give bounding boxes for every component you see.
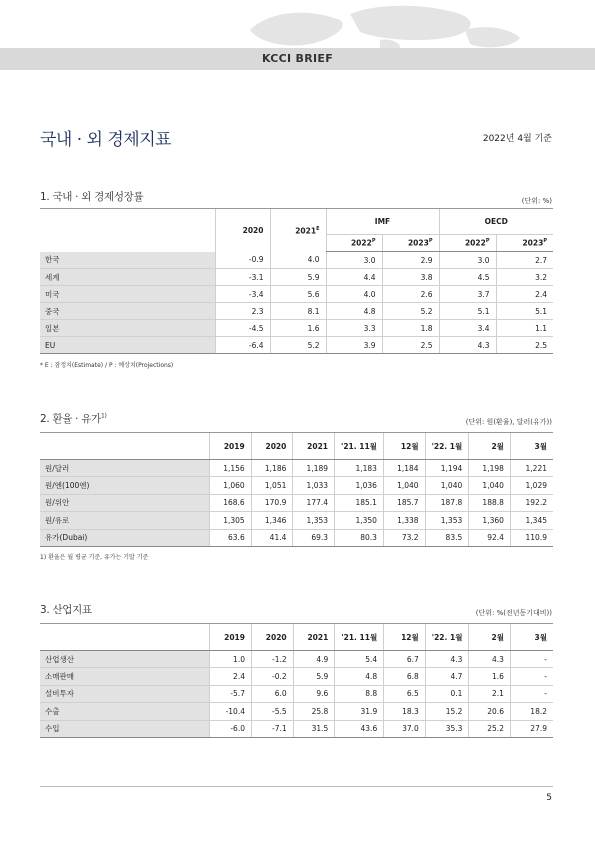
table-cell: 1,156 — [210, 460, 252, 477]
table-cell: 0.1 — [425, 685, 469, 702]
table-row — [40, 512, 553, 529]
table-cell: 20.6 — [469, 703, 511, 720]
table-cell: -10.4 — [210, 703, 252, 720]
table-cell: 1,353 — [293, 512, 335, 529]
table-cell: 5.9 — [293, 668, 335, 685]
col-header: 2019 — [210, 433, 252, 460]
row-label: EU — [40, 337, 215, 354]
table-cell: - — [510, 668, 553, 685]
section-2-title: 2. 환율 · 유가$^{1)}$ — [40, 412, 107, 425]
section-3-title: 3. 산업지표 — [40, 604, 92, 616]
page-number: 5 — [546, 793, 552, 803]
col-header: $2022^P$ — [326, 235, 382, 252]
table-cell: 2.6 — [382, 286, 439, 303]
table-row — [40, 477, 553, 494]
table-row — [40, 252, 553, 269]
row-label: 원/위안 — [40, 494, 210, 511]
table-cell: 37.0 — [384, 720, 426, 737]
table-cell: 4.3 — [469, 651, 511, 668]
table-cell: 5.2 — [270, 337, 326, 354]
table-cell: 3.9 — [326, 337, 382, 354]
col-header: $2021^E$ — [270, 209, 326, 252]
table-cell: 1,338 — [383, 512, 425, 529]
table-cell: 1.6 — [270, 320, 326, 337]
row-label: 수입 — [40, 720, 210, 737]
table-cell: 83.5 — [425, 529, 469, 546]
table-cell: 3.4 — [439, 320, 496, 337]
table-cell: 4.3 — [425, 651, 469, 668]
section-1-unit: (단위: %) — [521, 197, 552, 205]
table-cell: 25.8 — [293, 703, 335, 720]
table-cell: 15.2 — [425, 703, 469, 720]
col-header: $2022^P$ — [439, 235, 496, 252]
table-cell: 3.0 — [439, 252, 496, 269]
row-label: 일본 — [40, 320, 215, 337]
exchange-oil-table — [40, 433, 553, 547]
table-cell: 1,060 — [210, 477, 252, 494]
table-cell: 35.3 — [425, 720, 469, 737]
table-cell: 168.6 — [210, 494, 252, 511]
table-cell: 2.3 — [215, 303, 270, 320]
table-cell: 1,198 — [469, 460, 511, 477]
table-cell: 1,036 — [335, 477, 384, 494]
table-row — [40, 651, 553, 668]
table-cell: 69.3 — [293, 529, 335, 546]
table-cell: 1,029 — [510, 477, 553, 494]
table-cell: 2.7 — [496, 252, 553, 269]
table-cell: -7.1 — [251, 720, 293, 737]
table-cell: 4.4 — [326, 269, 382, 286]
col-header: $2023^P$ — [382, 235, 439, 252]
table-row — [40, 303, 553, 320]
industry-indicators-table — [40, 624, 553, 738]
col-header: 2020 — [251, 433, 293, 460]
table-cell: 2.4 — [210, 668, 252, 685]
col-header: 3월 — [510, 433, 553, 460]
table-cell: 1,305 — [210, 512, 252, 529]
row-label: 산업생산 — [40, 651, 210, 668]
section-3-unit: (단위: %(전년동기대비)) — [475, 609, 552, 617]
section-1-footnote: * E : 잠정치(Estimate) / P : 예상치(Projections) — [40, 362, 174, 369]
page-title: 국내 · 외 경제지표 — [40, 130, 172, 150]
table-row — [40, 668, 553, 685]
col-header: '21. 11월 — [335, 624, 384, 651]
table-cell: 1,345 — [510, 512, 553, 529]
table-cell: 3.3 — [326, 320, 382, 337]
table-cell: -6.4 — [215, 337, 270, 354]
table-cell: 4.8 — [335, 668, 384, 685]
table-cell: 5.2 — [382, 303, 439, 320]
page-date: 2022년 4월 기준 — [482, 134, 552, 144]
table-row — [40, 320, 553, 337]
table-row — [40, 269, 553, 286]
table-cell: 31.5 — [293, 720, 335, 737]
table-cell: 6.8 — [384, 668, 426, 685]
table-cell: 5.4 — [335, 651, 384, 668]
table-cell: 43.6 — [335, 720, 384, 737]
section-2-footnote: 1) 환율은 월 평균 기준, 유가는 기말 기준 — [40, 554, 149, 561]
table-cell: 4.9 — [293, 651, 335, 668]
row-label: 유가(Dubai) — [40, 529, 210, 546]
header-blank — [40, 209, 215, 252]
table-cell: 1,194 — [425, 460, 469, 477]
table-cell: 4.5 — [439, 269, 496, 286]
table-cell: 170.9 — [251, 494, 293, 511]
table-cell: 5.6 — [270, 286, 326, 303]
table-cell: 1,350 — [335, 512, 384, 529]
row-label: 수출 — [40, 703, 210, 720]
header-blank — [40, 624, 210, 651]
table-row — [40, 460, 553, 477]
table-cell: 73.2 — [383, 529, 425, 546]
table-cell: 1,186 — [251, 460, 293, 477]
section-1-title: 1. 국내 · 외 경제성장률 — [40, 191, 144, 203]
table-cell: 185.7 — [383, 494, 425, 511]
table-cell: 6.0 — [251, 685, 293, 702]
table-cell: 1.0 — [210, 651, 252, 668]
row-label: 한국 — [40, 252, 215, 269]
table-cell: -1.2 — [251, 651, 293, 668]
col-header: 2021 — [293, 624, 335, 651]
table-cell: 1.6 — [469, 668, 511, 685]
table-cell: 187.8 — [425, 494, 469, 511]
row-label: 원/유로 — [40, 512, 210, 529]
table-cell: 1,033 — [293, 477, 335, 494]
table-cell: -0.2 — [251, 668, 293, 685]
table-row — [40, 703, 553, 720]
brand-title: KCCI BRIEF — [261, 52, 334, 65]
row-label: 세계 — [40, 269, 215, 286]
table-cell: 188.8 — [469, 494, 511, 511]
table-cell: 9.6 — [293, 685, 335, 702]
table-cell: -3.1 — [215, 269, 270, 286]
table-cell: 5.1 — [439, 303, 496, 320]
table-row — [40, 494, 553, 511]
table-cell: 185.1 — [335, 494, 384, 511]
col-header: 12월 — [383, 433, 425, 460]
table-cell: 1,184 — [383, 460, 425, 477]
table-row — [40, 685, 553, 702]
table-cell: 2.9 — [382, 252, 439, 269]
table-cell: -4.5 — [215, 320, 270, 337]
table-cell: 31.9 — [335, 703, 384, 720]
table-cell: 4.3 — [439, 337, 496, 354]
table-cell: 1,040 — [469, 477, 511, 494]
table-cell: -6.0 — [210, 720, 252, 737]
brief-header-bar — [0, 48, 595, 70]
table-cell: 1,353 — [425, 512, 469, 529]
table-cell: 80.3 — [335, 529, 384, 546]
table-cell: 18.3 — [384, 703, 426, 720]
col-header: 12월 — [384, 624, 426, 651]
col-header: '21. 11월 — [335, 433, 384, 460]
table-cell: 8.8 — [335, 685, 384, 702]
table-cell: 1,360 — [469, 512, 511, 529]
table-cell: 5.9 — [270, 269, 326, 286]
table-cell: 110.9 — [510, 529, 553, 546]
table-cell: 6.7 — [384, 651, 426, 668]
table-row — [40, 337, 553, 354]
col-header: '22. 1월 — [425, 433, 469, 460]
table-cell: 4.8 — [326, 303, 382, 320]
table-cell: 2.5 — [496, 337, 553, 354]
table-cell: 92.4 — [469, 529, 511, 546]
table-cell: 1,051 — [251, 477, 293, 494]
oecd-group-header: OECD — [439, 209, 553, 235]
row-label: 소매판매 — [40, 668, 210, 685]
col-header: 2월 — [469, 433, 511, 460]
table-cell: -0.9 — [215, 252, 270, 269]
table-cell: 25.2 — [469, 720, 511, 737]
table-cell: 41.4 — [251, 529, 293, 546]
table-cell: 3.0 — [326, 252, 382, 269]
table-cell: 1.1 — [496, 320, 553, 337]
row-label: 설비투자 — [40, 685, 210, 702]
world-map-watermark — [230, 0, 530, 52]
col-header: 2020 — [215, 209, 270, 252]
header-blank — [40, 433, 210, 460]
table-cell: 3.8 — [382, 269, 439, 286]
table-row — [40, 529, 553, 546]
table-cell: 6.5 — [384, 685, 426, 702]
table-cell: 177.4 — [293, 494, 335, 511]
table-cell: 1,040 — [383, 477, 425, 494]
table-cell: -3.4 — [215, 286, 270, 303]
table-cell: 3.2 — [496, 269, 553, 286]
table-cell: 1,189 — [293, 460, 335, 477]
table-row — [40, 286, 553, 303]
footer-rule — [40, 786, 553, 787]
table-cell: 18.2 — [510, 703, 553, 720]
table-cell: 1,183 — [335, 460, 384, 477]
table-cell: - — [510, 651, 553, 668]
col-header: $2023^P$ — [496, 235, 553, 252]
table-cell: -5.7 — [210, 685, 252, 702]
table-cell: - — [510, 685, 553, 702]
table-cell: 63.6 — [210, 529, 252, 546]
section-2-unit: (단위: 원(환율), 달러(유가)) — [465, 418, 552, 426]
table-cell: 1,346 — [251, 512, 293, 529]
growth-rate-table — [40, 209, 553, 354]
table-cell: 1,221 — [510, 460, 553, 477]
col-header: 3월 — [510, 624, 553, 651]
table-cell: 2.1 — [469, 685, 511, 702]
table-cell: 192.2 — [510, 494, 553, 511]
table-row — [40, 720, 553, 737]
table-cell: 2.5 — [382, 337, 439, 354]
col-header: 2019 — [210, 624, 252, 651]
table-cell: 4.0 — [326, 286, 382, 303]
col-header: '22. 1월 — [425, 624, 469, 651]
table-cell: 27.9 — [510, 720, 553, 737]
col-header: 2021 — [293, 433, 335, 460]
col-header: 2020 — [251, 624, 293, 651]
col-header: 2월 — [469, 624, 511, 651]
row-label: 중국 — [40, 303, 215, 320]
table-cell: 4.7 — [425, 668, 469, 685]
table-cell: 8.1 — [270, 303, 326, 320]
row-label: 원/엔(100엔) — [40, 477, 210, 494]
imf-group-header: IMF — [326, 209, 439, 235]
table-cell: 3.7 — [439, 286, 496, 303]
table-cell: 5.1 — [496, 303, 553, 320]
table-cell: 4.0 — [270, 252, 326, 269]
table-cell: 1.8 — [382, 320, 439, 337]
row-label: 미국 — [40, 286, 215, 303]
row-label: 원/달러 — [40, 460, 210, 477]
table-cell: 1,040 — [425, 477, 469, 494]
table-cell: -5.5 — [251, 703, 293, 720]
table-cell: 2.4 — [496, 286, 553, 303]
